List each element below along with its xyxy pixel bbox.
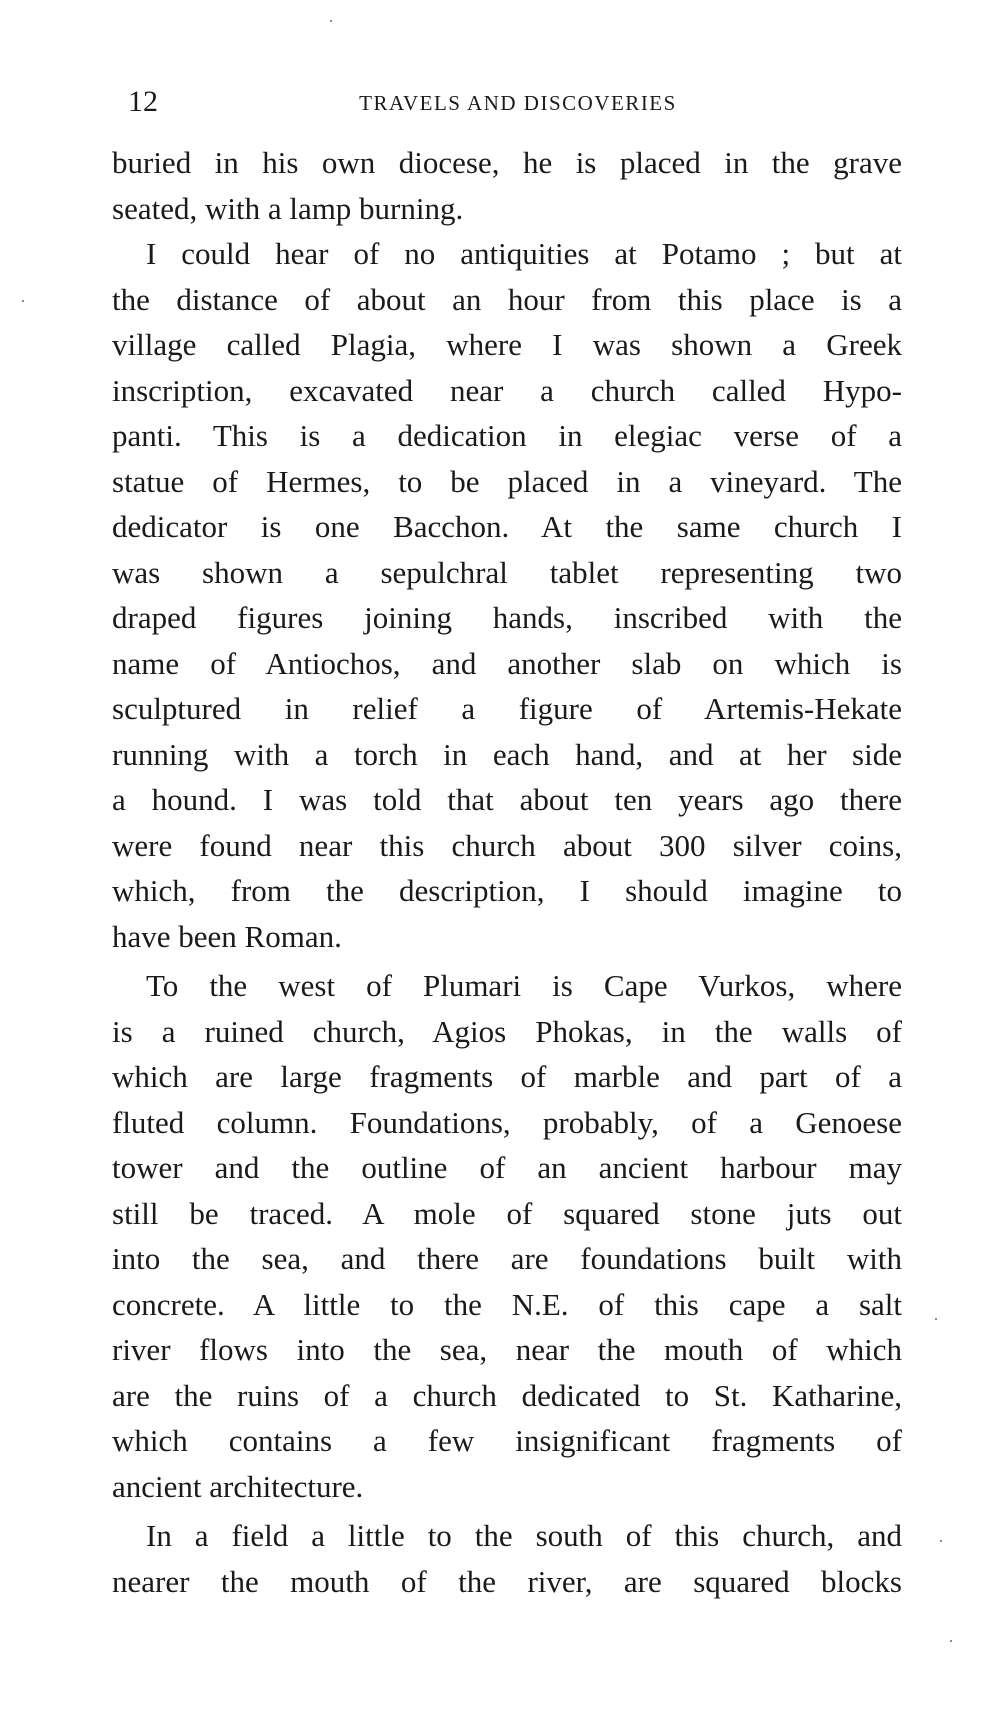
text-line: fluted column. Foundations, probably, of a Genoese (112, 1104, 902, 1140)
text-line: a hound. I was told that about ten years ago there (112, 782, 902, 817)
text-line: have been Roman. (112, 918, 342, 954)
text-line: buried in his own diocese, he is placed in the grave (112, 145, 902, 180)
text-line: was shown a sepulchral tablet representing two (112, 554, 902, 590)
text-line: tower and the outline of an ancient harbour may (112, 1150, 902, 1185)
text-line: the distance of about an hour from this place is a (112, 281, 902, 317)
page-header (128, 82, 908, 122)
paragraph (112, 231, 902, 959)
scan-speck (935, 1318, 937, 1320)
body-text (112, 140, 902, 1604)
text-line: ancient architecture. (112, 1468, 364, 1504)
running-title: TRAVELS AND DISCOVERIES (359, 91, 677, 115)
text-line: name of Antiochos, and another slab on which is (112, 645, 902, 681)
text-line: concrete. A little to the N.E. of this cape a salt (112, 1286, 902, 1322)
text-line: I could hear of no antiquities at Potamo ; but at (146, 236, 902, 271)
text-line: seated, with a lamp burning. (112, 190, 464, 226)
scan-speck (950, 1640, 952, 1642)
page-number: 12 (128, 85, 158, 118)
scan-speck (940, 1540, 942, 1542)
text-line: panti. This is a dedication in elegiac verse of a (112, 418, 902, 453)
text-line: nearer the mouth of the river, are squared blocks (112, 1563, 902, 1599)
text-line: draped figures joining hands, inscribed with the (112, 600, 902, 635)
paragraph (112, 140, 902, 231)
text-line: inscription, excavated near a church called Hypo- (112, 372, 902, 408)
text-line: sculptured in relief a figure of Artemis-Hekate (112, 691, 902, 726)
text-line: In a field a little to the south of this church, and (146, 1518, 902, 1553)
scan-speck (22, 300, 24, 302)
paragraph (112, 1513, 902, 1604)
text-line: which are large fragments of marble and part of a (112, 1059, 902, 1094)
text-line: which contains a few insignificant fragments of (112, 1423, 902, 1458)
text-line: To the west of Plumari is Cape Vurkos, where (146, 968, 902, 1003)
text-line: were found near this church about 300 silver coins, (112, 827, 902, 863)
text-line: are the ruins of a church dedicated to St. Katharine, (112, 1377, 902, 1413)
text-line: which, from the description, I should imagine to (112, 873, 902, 908)
text-line: river flows into the sea, near the mouth of which (112, 1332, 902, 1367)
paragraph (112, 963, 902, 1509)
text-line: statue of Hermes, to be placed in a vineyard. The (112, 463, 902, 499)
scan-speck (330, 20, 332, 22)
text-line: is a ruined church, Agios Phokas, in the walls of (112, 1013, 902, 1049)
text-line: into the sea, and there are foundations built with (112, 1241, 902, 1276)
text-line: running with a torch in each hand, and at her side (112, 736, 902, 772)
text-line: village called Plagia, where I was shown a Greek (112, 327, 902, 362)
text-line: dedicator is one Bacchon. At the same church I (112, 509, 902, 544)
text-line: still be traced. A mole of squared stone juts out (112, 1195, 902, 1231)
